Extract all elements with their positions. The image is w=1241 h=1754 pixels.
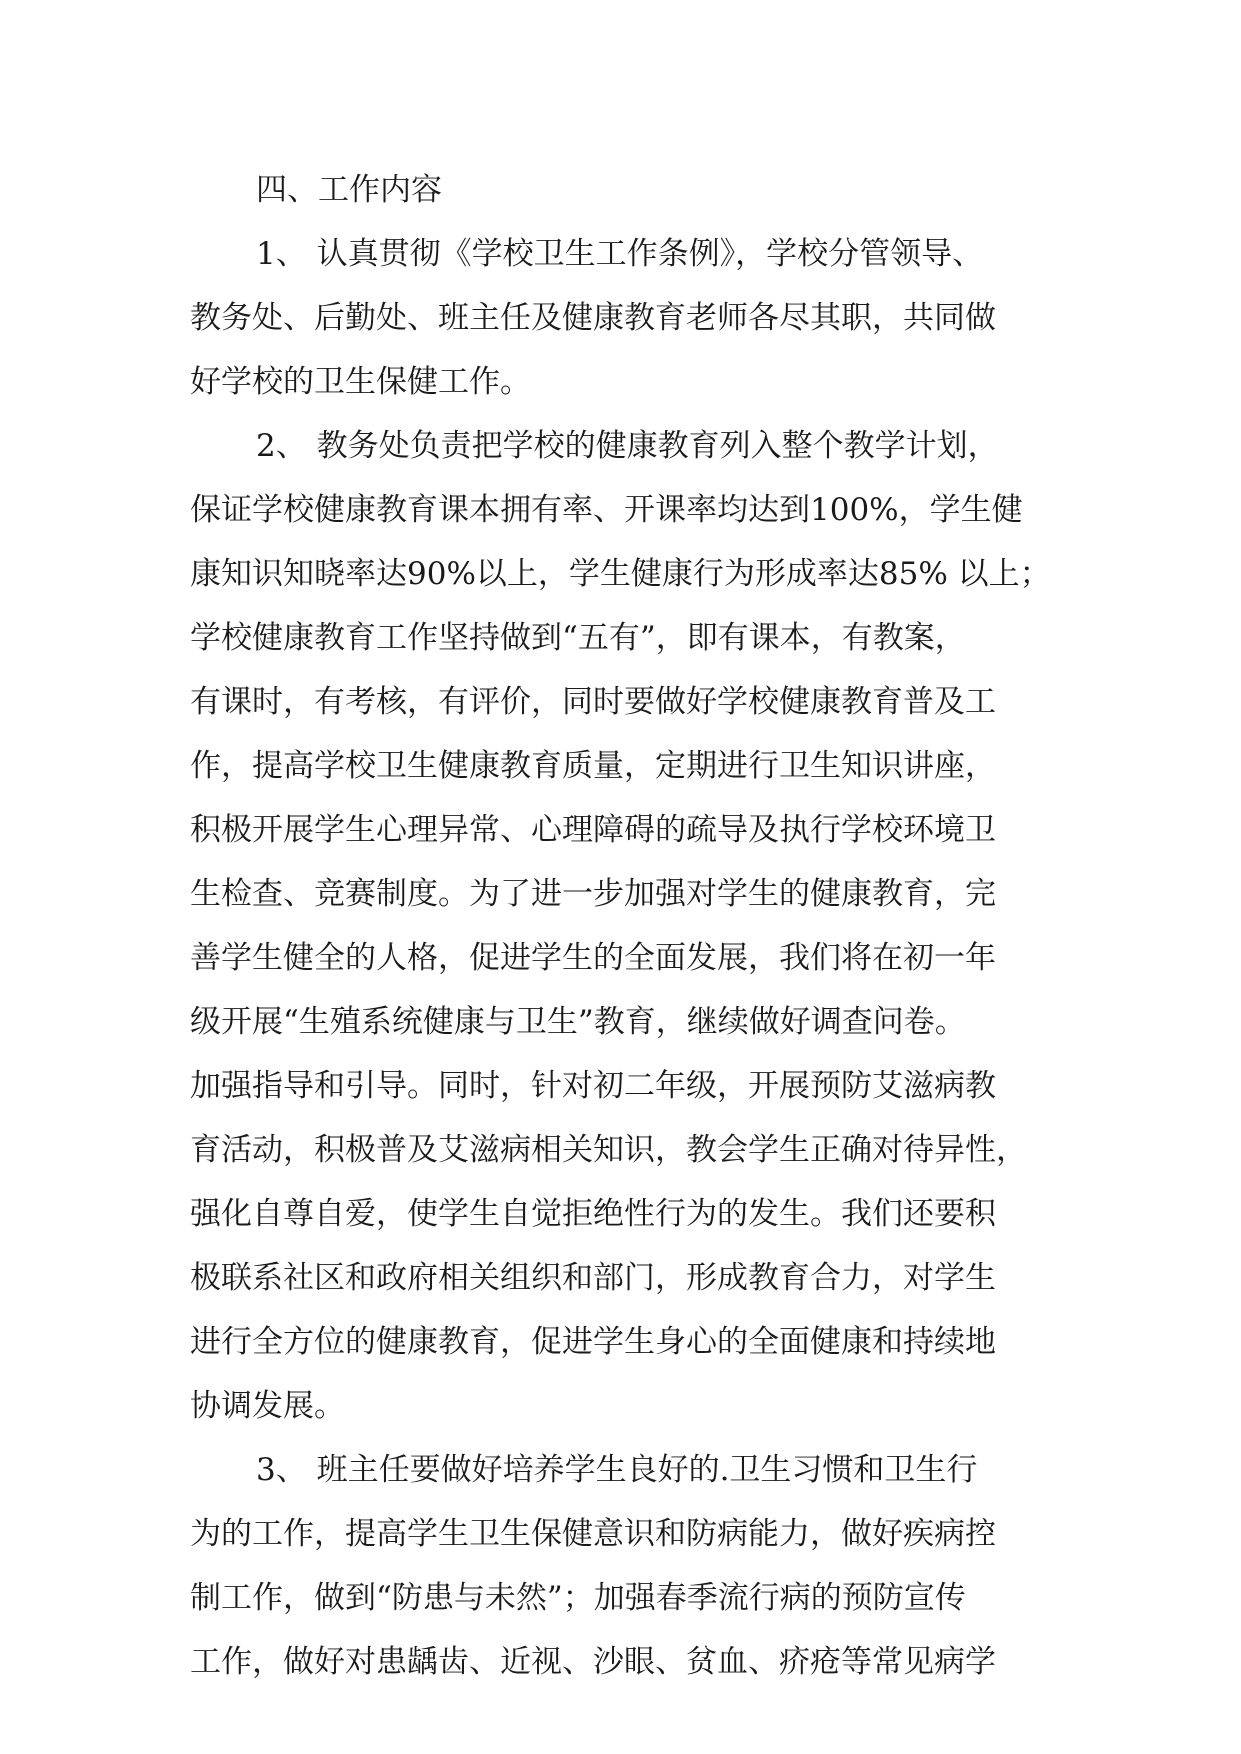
text-line: 1、 认真贯彻《学校卫生工作条例》，学校分管领导、 [256, 236, 984, 272]
text-line: 3、 班主任要做好培养学生良好的.卫生习惯和卫生行 [256, 1452, 978, 1488]
text-line: 学校健康教育工作坚持做到“五有”，即有课本，有教案， [190, 620, 966, 656]
document-body [190, 158, 1070, 1694]
text-line: 积极开展学生心理异常、心理障碍的疏导及执行学校环境卫 [190, 812, 996, 848]
text-line: 2、 教务处负责把学校的健康教育列入整个教学计划， [256, 428, 999, 464]
text-line: 有课时，有考核，有评价，同时要做好学校健康教育普及工 [190, 684, 996, 720]
text-line: 为的工作，提高学生卫生保健意识和防病能力，做好疾病控 [190, 1516, 996, 1552]
text-line: 四、工作内容 [256, 172, 442, 208]
text-line: 强化自尊自爱，使学生自觉拒绝性行为的发生。我们还要积 [190, 1196, 996, 1232]
text-line: 进行全方位的健康教育，促进学生身心的全面健康和持续地 [190, 1324, 996, 1360]
text-line: 保证学校健康教育课本拥有率、开课率均达到100%，学生健 [190, 492, 1023, 528]
text-line: 制工作，做到“防患与未然”；加强春季流行病的预防宣传 [190, 1580, 966, 1616]
text-line: 教务处、后勤处、班主任及健康教育老师各尽其职，共同做 [190, 300, 996, 336]
text-line: 协调发展。 [190, 1388, 345, 1424]
text-line: 育活动，积极普及艾滋病相关知识，教会学生正确对待异性， [190, 1132, 1027, 1168]
text-line: 生检查、竞赛制度。为了进一步加强对学生的健康教育，完 [190, 876, 996, 912]
text-line: 加强指导和引导。同时，针对初二年级，开展预防艾滋病教 [190, 1068, 996, 1104]
text-line: 工作，做好对患龋齿、近视、沙眼、贫血、疥疮等常见病学 [190, 1644, 996, 1680]
text-line: 善学生健全的人格，促进学生的全面发展，我们将在初一年 [190, 940, 996, 976]
text-line: 康知识知晓率达90%以上，学生健康行为形成率达85% 以上； [190, 556, 1051, 592]
text-line: 好学校的卫生保健工作。 [190, 364, 531, 400]
text-line: 级开展“生殖系统健康与卫生”教育，继续做好调查问卷。 [190, 1004, 966, 1040]
text-line: 作，提高学校卫生健康教育质量，定期进行卫生知识讲座， [190, 748, 996, 784]
text-line: 极联系社区和政府相关组织和部门，形成教育合力，对学生 [190, 1260, 996, 1296]
